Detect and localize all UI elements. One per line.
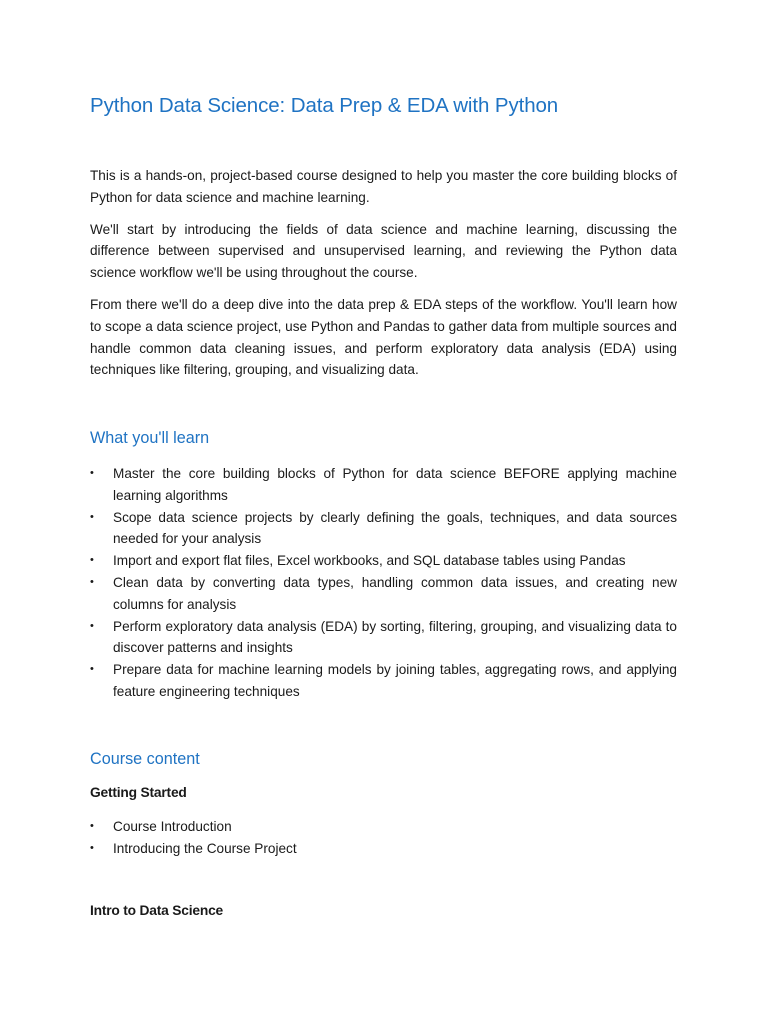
document-title: Python Data Science: Data Prep & EDA with Python — [90, 94, 559, 117]
bullet-icon: • — [90, 820, 94, 832]
course-content-heading: Course content — [90, 750, 200, 768]
getting-started-list — [90, 816, 677, 860]
list-item — [90, 816, 677, 838]
list-item — [90, 550, 677, 572]
list-item — [90, 659, 677, 703]
list-item-text: Scope data science projects by clearly defining the goals, techniques, and data sources needed for your analysis — [113, 509, 677, 547]
section-title-getting-started: Getting Started — [90, 785, 187, 800]
list-item — [90, 616, 677, 660]
list-item-text: Clean data by converting data types, handling common data issues, and creating new columns for analysis — [113, 574, 677, 612]
bullet-icon: • — [90, 510, 94, 523]
list-item — [90, 838, 677, 860]
list-item-text: Perform exploratory data analysis (EDA) by sorting, filtering, grouping, and visualizing data to discover patterns and insights — [113, 618, 677, 656]
bullet-icon: • — [90, 575, 94, 588]
list-item-text: Prepare data for machine learning models by joining tables, aggregating rows, and applying feature engineering techniques — [113, 662, 677, 699]
list-item-text: Master the core building blocks of Python for data science BEFORE applying machine learning algorithms — [113, 466, 677, 503]
intro-paragraph: This is a hands-on, project-based course designed to help you master the core building blocks of Python for data science and machine learning. — [90, 168, 677, 205]
intro-section — [90, 165, 677, 391]
bullet-icon: • — [90, 554, 94, 567]
bullet-icon: • — [90, 467, 94, 479]
learn-heading: What you'll learn — [90, 429, 210, 447]
learn-list — [90, 463, 677, 703]
list-item-text: Course Introduction — [113, 819, 232, 834]
list-item — [90, 507, 677, 551]
bullet-icon: • — [90, 619, 94, 632]
list-item-text: Introducing the Course Project — [113, 840, 297, 856]
section-title-intro-to-data-science: Intro to Data Science — [90, 903, 224, 918]
intro-paragraph: From there we'll do a deep dive into the data prep & EDA steps of the workflow. You'll learn how to scope a data science project, use Python and Pandas to gather data from multiple sources and handle common data cleaning issues, and perform exploratory data analysis (EDA) using techniques like filtering, grouping, and visualizing data. — [90, 296, 677, 378]
bullet-icon: • — [90, 663, 94, 676]
list-item-text: Import and export flat files, Excel workbooks, and SQL database tables using Pandas — [113, 553, 626, 569]
bullet-icon: • — [90, 841, 94, 854]
intro-paragraph: We'll start by introducing the fields of data science and machine learning, discussing the difference between supervised and unsupervised learning, and reviewing the Python data science workflow we'll be using throughout the course. — [90, 221, 677, 281]
list-item — [90, 463, 677, 507]
list-item — [90, 572, 677, 616]
